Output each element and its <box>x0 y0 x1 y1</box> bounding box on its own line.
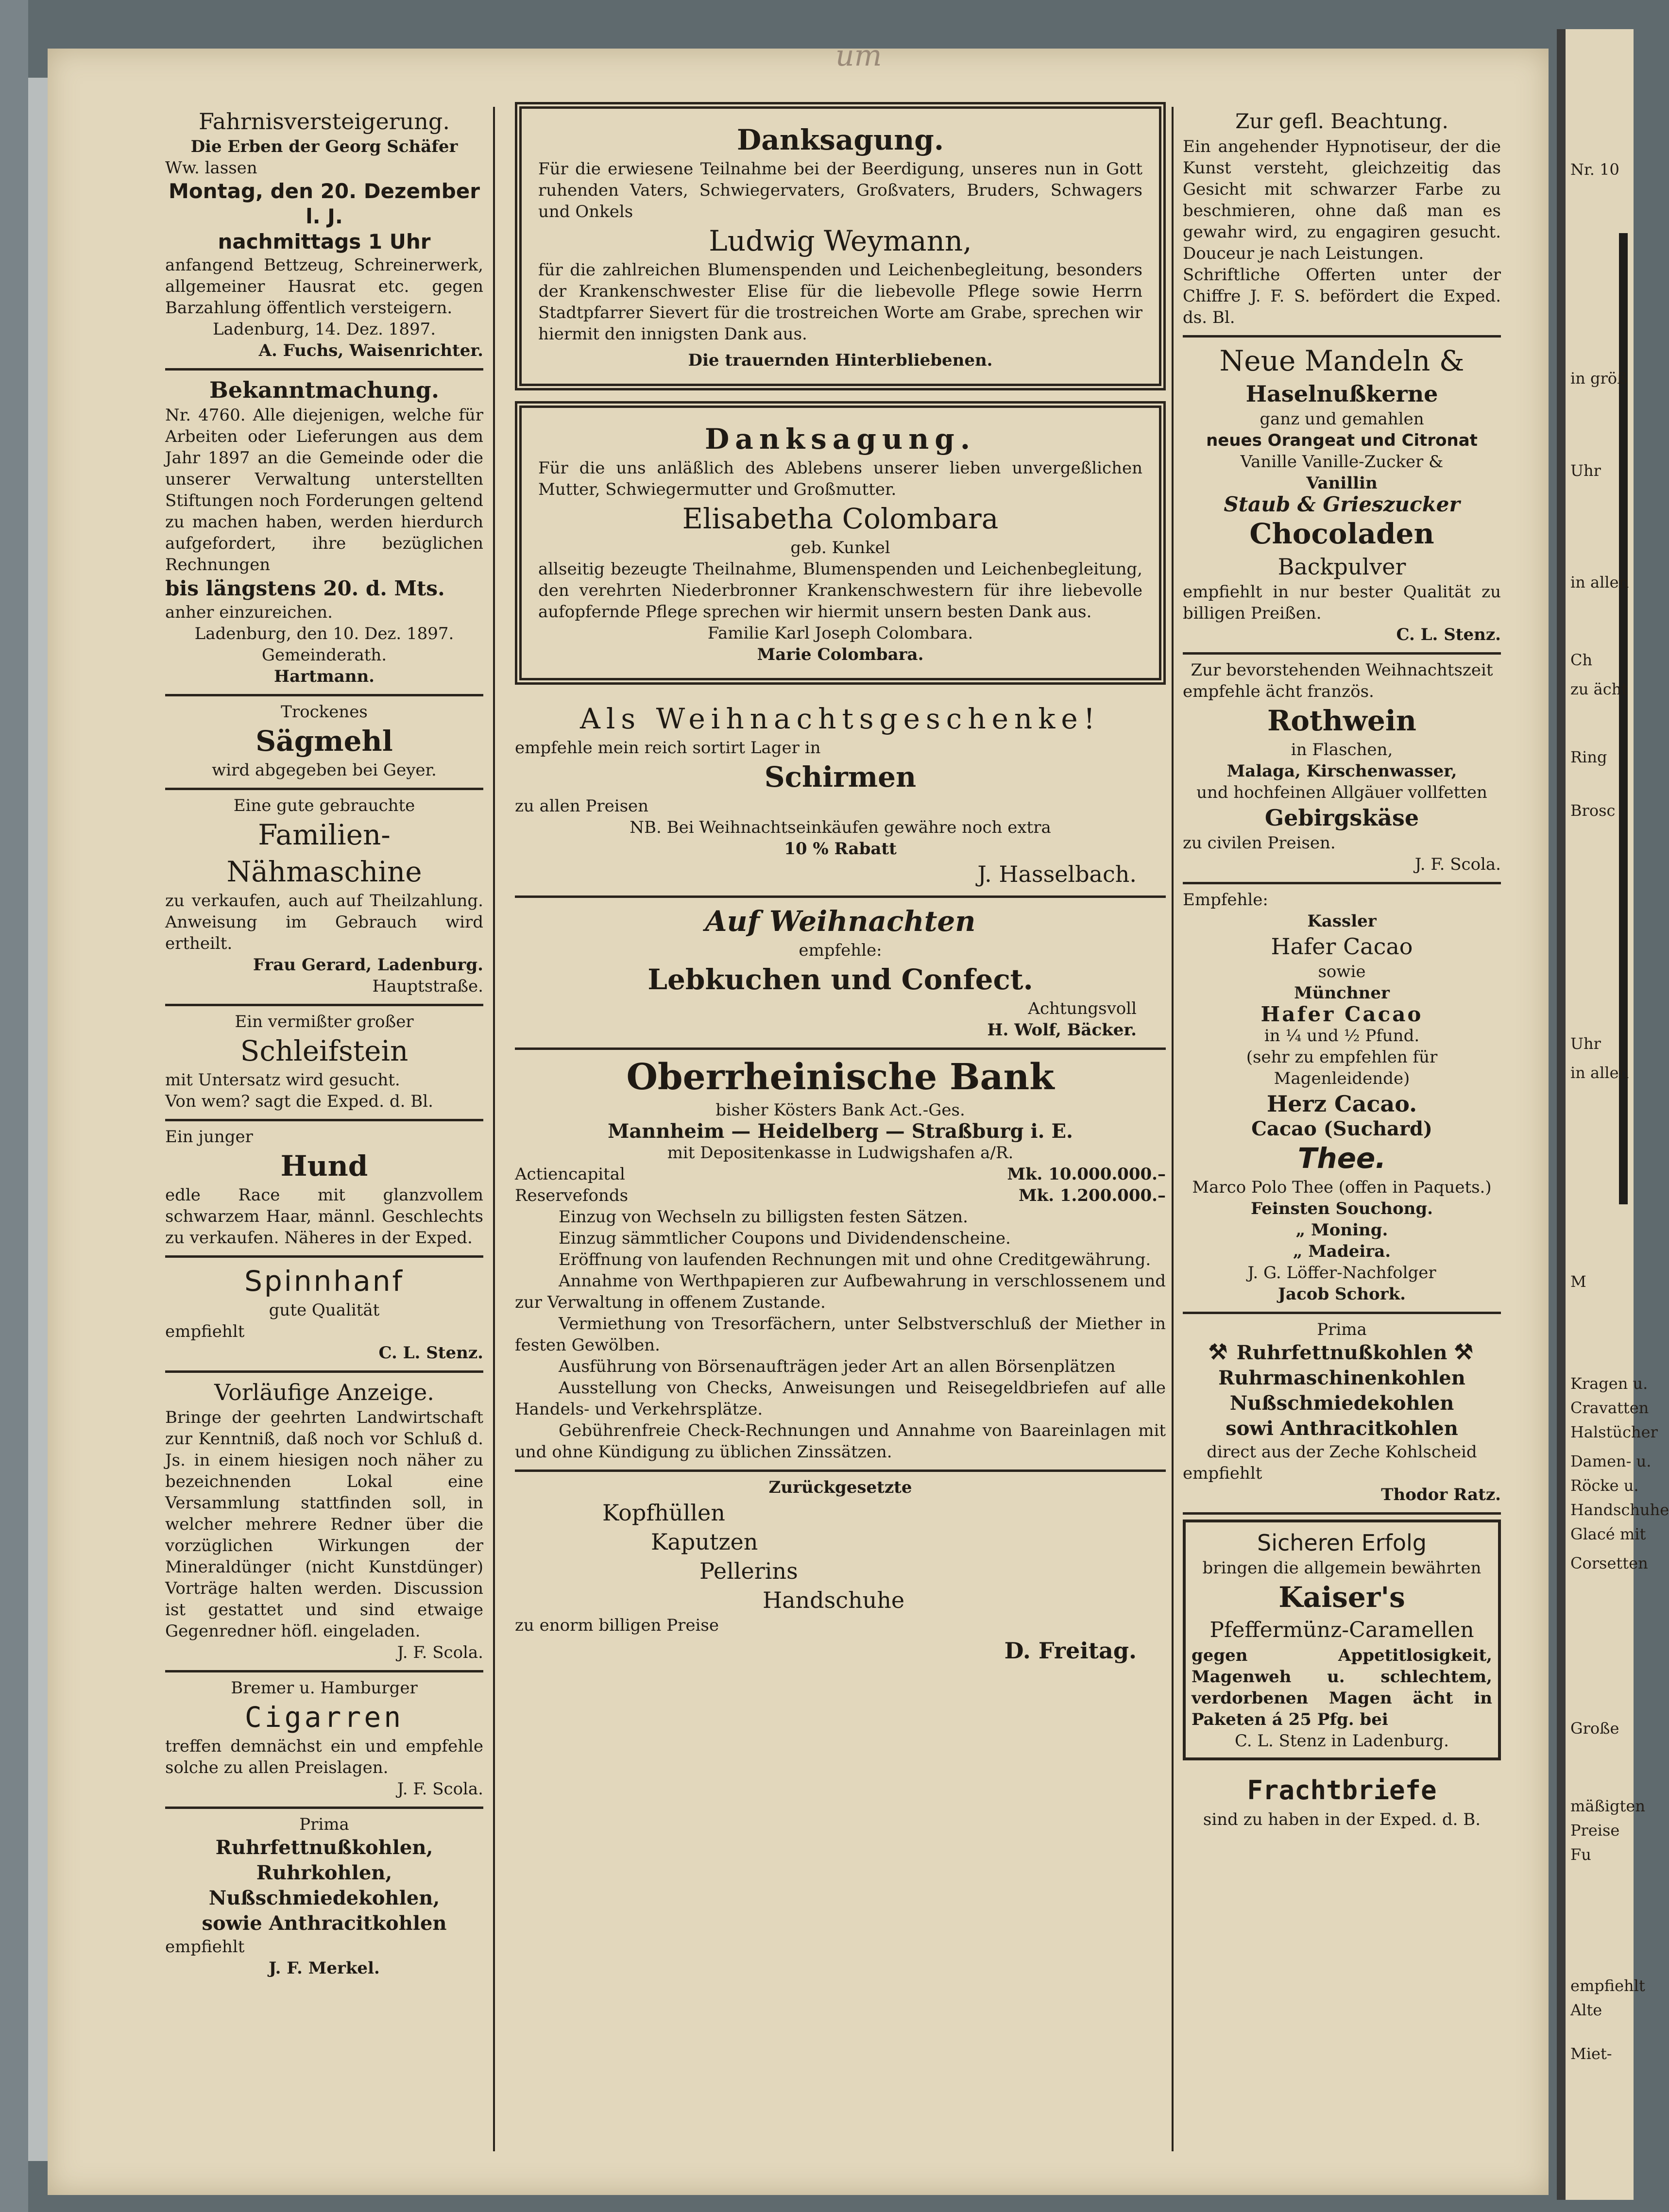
adjacent-page-fragment: M <box>1570 1272 1586 1291</box>
ad-signature: Jacob Schork. <box>1277 1284 1406 1304</box>
ad-reserve-row <box>515 1185 1166 1206</box>
ad-item: Ruhrfettnußkohlen, <box>215 1836 433 1859</box>
ad-item: Gebirgskäse <box>1264 805 1419 831</box>
ad-auf-weihnachten <box>515 898 1166 1050</box>
ad-line: sowie <box>1318 962 1366 981</box>
ad-title: Rothwein <box>1267 704 1416 737</box>
ad-title: Frachtbriefe <box>1247 1775 1437 1806</box>
ad-line: „ Moning. <box>1295 1220 1388 1240</box>
ad-item: Kopfhüllen <box>602 1500 725 1526</box>
adjacent-page-fragment: mäßigten <box>1570 1797 1645 1815</box>
ad-freitag <box>515 1472 1166 1672</box>
adjacent-page-fragment: Damen- u. <box>1570 1452 1652 1470</box>
ad-item: Nußschmiedekohlen, <box>208 1887 440 1909</box>
ad-address: Hauptstraße. <box>372 977 483 996</box>
ad-title: Sicheren Erfolg <box>1257 1530 1427 1556</box>
ad-line: Vanille Vanille-Zucker & <box>1240 452 1444 472</box>
ad-item: sowi Anthracitkohlen <box>1226 1417 1458 1440</box>
ad-item <box>1183 1340 1501 1366</box>
ad-line: J. G. Löffer-Nachfolger <box>1247 1263 1436 1283</box>
ad-body: edle Race mit glanzvollem schwarzem Haar, männl. Geschlechts zu verkaufen. Näheres in der Exped. <box>165 1185 483 1248</box>
ad-item: Handschuhe <box>763 1587 905 1613</box>
ad-body: Schriftliche Offerten unter der Chiffre J. F. S. befördert die Exped. ds. Bl. <box>1183 265 1501 327</box>
ad-signature: J. F. Scola. <box>397 1779 483 1799</box>
ad-title: Als Weihnachtsgeschenke! <box>579 702 1101 735</box>
ad-signature: H. Wolf, Bäcker. <box>987 1020 1137 1040</box>
ad-signature: J. F. Scola. <box>1414 855 1501 874</box>
ad-item: Cacao (Suchard) <box>1251 1117 1432 1140</box>
bank-service: Eröffnung von laufenden Rechnungen mit und ohne Creditgewährung. <box>559 1250 1151 1269</box>
ad-signature: A. Fuchs, Waisenrichter. <box>258 341 483 360</box>
ad-title: Vorläufige Anzeige. <box>214 1379 434 1405</box>
ad-spinnhanf <box>165 1258 483 1373</box>
adjacent-page-fragment: Röcke u. <box>1570 1476 1639 1495</box>
ad-product: Pfeffermünz-Caramellen <box>1209 1618 1474 1642</box>
ad-ruhrkohlen <box>1183 1314 1501 1515</box>
adjacent-page-fragment: in allen <box>1570 1064 1629 1082</box>
bank-service: Ausführung von Börsenaufträgen jeder Art an allen Börsenplätzen <box>559 1357 1116 1376</box>
ad-mandeln <box>1183 338 1501 655</box>
ad-line: Ein junger <box>165 1127 253 1147</box>
ad-item: Herz Cacao. <box>1266 1091 1417 1117</box>
ad-title: Cigarren <box>244 1701 404 1734</box>
ad-line: anher einzureichen. <box>165 603 333 622</box>
column-rule-1 <box>493 107 495 2151</box>
ad-saegmehl <box>165 696 483 790</box>
adjacent-page-fragment: Corsetten <box>1570 1554 1648 1572</box>
ad-body: für die zahlreichen Blumenspenden und Leichenbegleitung, besonders der Krankenschwester Elise für die liebevolle Pflege sowie Herrn Stadtpfarrer Sievert für die trostreichen Worte am Grabe, sprechen wir hiermit den innigsten Dank aus. <box>538 260 1142 344</box>
bank-service: Annahme von Werthpapieren zur Aufbewahrung in verschlossenem und zur Verwaltung in offenem Zustande. <box>515 1271 1166 1312</box>
ad-naehmaschine <box>165 790 483 1006</box>
ad-body: Nr. 4760. Alle diejenigen, welche für Arbeiten oder Lieferungen aus dem Jahr 1897 an die Gemeinde oder die unserer Verwaltung unterstellten Stiftungen noch Forderungen geltend zu machen haben, werden hierdurch aufgefordert, ihre bezüglichen Rechnungen <box>165 405 483 574</box>
hammer-icon <box>1454 1344 1475 1365</box>
column-left <box>165 102 483 1986</box>
adjacent-page-fragment: Uhr <box>1570 1034 1601 1053</box>
ad-line: zu enorm billigen Preise <box>515 1616 719 1635</box>
ad-signature: J. F. Scola. <box>397 1643 483 1662</box>
ad-item: Schirmen <box>764 760 917 794</box>
ad-signature: Marie Colombara. <box>757 645 924 664</box>
ad-line: Eine gute gebrauchte <box>233 796 415 815</box>
ad-signature: D. Freitag. <box>1004 1638 1137 1664</box>
ad-item: Hafer Cacao <box>1271 933 1413 960</box>
ad-item-text: Ruhrfettnußkohlen <box>1236 1341 1448 1364</box>
column-middle <box>515 102 1166 1672</box>
ad-title: Danksagung. <box>736 123 944 156</box>
adjacent-page-fragment: Nr. 10 <box>1570 160 1619 179</box>
ad-title: Sägmehl <box>255 725 393 758</box>
ad-title: Neue Mandeln & <box>1219 344 1465 377</box>
ad-line: mit Depositenkasse in Ludwigshafen a/R. <box>667 1143 1014 1163</box>
ad-item: Pellerins <box>699 1558 798 1584</box>
adjacent-page-fragment: Miet- <box>1570 2044 1612 2063</box>
ad-title: Fahrnisversteigerung. <box>199 108 450 135</box>
ad-body: anfangend Bettzeug, Schreinerwerk, allgemeiner Hausrat etc. gegen Barzahlung öffentlich versteigern. <box>165 255 483 318</box>
ad-cacao <box>1183 884 1501 1314</box>
ad-kaiser <box>1183 1520 1501 1760</box>
adjacent-page-fragment: in allen <box>1570 573 1629 591</box>
ad-line: Achtungsvoll <box>1028 999 1137 1018</box>
ad-fahrnis <box>165 102 483 371</box>
ad-line: NB. Bei Weihnachtseinkäufen gewähre noch extra <box>630 818 1051 837</box>
adjacent-page-fragment: Große <box>1570 1719 1619 1738</box>
reserve-value: Mk. 1.200.000.– <box>1019 1186 1166 1205</box>
ad-title: Nähmaschine <box>226 855 422 888</box>
ad-signature: J. F. Merkel. <box>269 1959 380 1978</box>
adjacent-page-fragment: zu ächt <box>1570 680 1628 698</box>
ad-line: Zur bevorstehenden Weihnachtszeit <box>1191 660 1493 680</box>
ad-line: mit Untersatz wird gesucht. <box>165 1070 400 1090</box>
ad-line: Vanillin <box>1306 473 1378 493</box>
ad-date: Montag, den 20. Dezember l. J. <box>168 179 480 228</box>
ad-signature: Die trauernden Hinterbliebenen. <box>688 351 993 370</box>
ad-item: Backpulver <box>1277 554 1406 580</box>
ad-signature: C. L. Stenz in Ladenburg. <box>1234 1731 1449 1751</box>
ad-body: Für die uns anläßlich des Ablebens unserer lieben unvergeßlichen Mutter, Schwiegermutter und Großmutter. <box>538 458 1142 499</box>
ad-place: Ladenburg, den 10. Dez. 1897. <box>194 624 454 643</box>
ad-item: Ruhrmaschinenkohlen <box>1218 1367 1465 1389</box>
ad-line: Münchner <box>1294 983 1390 1003</box>
adjacent-page-fragment: Fu <box>1570 1845 1591 1864</box>
ad-line: Die Erben der Georg Schäfer <box>190 137 458 156</box>
ad-line: empfehle mein reich sortirt Lager in <box>515 738 821 758</box>
ad-line: Kassler <box>1307 912 1377 931</box>
ad-item: Kaputzen <box>651 1529 758 1555</box>
ad-name: Ludwig Weymann, <box>709 224 972 257</box>
ad-line: Trockenes <box>281 702 368 722</box>
ad-title: Spinnhanf <box>244 1265 404 1298</box>
ad-line: Malaga, Kirschenwasser, <box>1226 761 1457 781</box>
ad-signature: Thodor Ratz. <box>1381 1485 1501 1504</box>
ad-brand: Kaiser's <box>1278 1581 1405 1614</box>
bank-service: Gebührenfreie Check-Rechnungen und Annahme von Baareinlagen mit und ohne Kündigung zu üblichen Zinssätzen. <box>515 1421 1166 1462</box>
ad-signature: J. Hasselbach. <box>977 861 1137 887</box>
ad-body: zu verkaufen, auch auf Theilzahlung. Anweisung im Gebrauch wird ertheilt. <box>165 891 483 953</box>
ad-body: Bringe der geehrten Landwirtschaft zur Kenntniß, daß noch vor Schluß d. Js. in einem hiesigen noch näher zu bezeichnenden Lokal eine Versammlung stattfinden soll, in welcher mehrere Redner über die vorzüglichen Wirkungen der Mineraldünger (nicht Kunstdünger) Vorträge halten werden. Discussion ist gestattet und sind etwaige Gegenredner höfl. eingeladen. <box>165 1408 483 1641</box>
ad-item: Thee. <box>1297 1142 1386 1175</box>
ad-body: empfiehlt in nur bester Qualität zu billigen Preißen. <box>1183 582 1501 623</box>
ad-line: gute Qualität <box>269 1300 380 1320</box>
ad-body: allseitig bezeugte Theilnahme, Blumenspenden und Leichenbegleitung, den verehrten Niederbronner Krankenschwestern für ihre liebevolle aufopfernde Pflege sprechen wir hiermit unsern besten Dank aus. <box>538 559 1142 622</box>
ad-line: (sehr zu empfehlen für Magenleidende) <box>1246 1047 1438 1088</box>
ad-line: neues Orangeat und Citronat <box>1206 431 1478 450</box>
ad-place: Ladenburg, 14. Dez. 1897. <box>212 320 436 339</box>
ad-line: bringen die allgemein bewährten <box>1202 1558 1482 1578</box>
ad-line: Von wem? sagt die Exped. d. Bl. <box>165 1092 433 1111</box>
ad-discount: 10 % Rabatt <box>784 839 897 859</box>
bank-service: Einzug sämmtlicher Coupons und Dividendenscheine. <box>559 1229 1011 1248</box>
ad-line: Ww. lassen <box>165 158 257 178</box>
ad-name: Elisabetha Colombara <box>682 502 999 535</box>
ad-hypnotiseur <box>1183 102 1501 338</box>
ad-body: treffen demnächst ein und empfehle solche zu allen Preislagen. <box>165 1737 483 1777</box>
ad-vorlaeufige-anzeige <box>165 1373 483 1672</box>
adjacent-page-fragment: Brosc <box>1570 801 1616 820</box>
ad-title: Oberrheinische Bank <box>626 1056 1055 1098</box>
adjacent-page-fragment: Uhr <box>1570 461 1601 480</box>
ad-signature: C. L. Stenz. <box>1396 625 1501 644</box>
ad-signature: Familie Karl Joseph Colombara. <box>707 624 973 643</box>
adjacent-page-fragment: Kragen u. <box>1570 1374 1648 1393</box>
ad-oberrheinische-bank <box>515 1050 1166 1472</box>
ad-line: Empfehle: <box>1183 890 1268 910</box>
ad-deadline: bis längstens 20. d. Mts. <box>165 576 445 600</box>
ad-line: sind zu haben in der Exped. d. B. <box>1203 1810 1481 1829</box>
ad-item: Hafer Cacao <box>1260 1002 1423 1026</box>
ad-rothwein <box>1183 655 1501 884</box>
ad-line: wird abgegeben bei Geyer. <box>212 760 437 780</box>
ad-line: zu civilen Preisen. <box>1183 833 1336 853</box>
ad-title: Haselnußkerne <box>1245 381 1438 407</box>
ad-line: Prima <box>299 1815 349 1834</box>
ad-capital-row <box>515 1164 1166 1185</box>
ad-line: Bremer u. Hamburger <box>231 1678 418 1698</box>
ad-line: Zurückgesetzte <box>768 1478 912 1497</box>
ad-signature: C. L. Stenz. <box>378 1343 483 1363</box>
adjacent-page-strip <box>1557 29 1669 2200</box>
ad-bekanntmachung <box>165 371 483 696</box>
ad-line: Prima <box>1317 1320 1367 1339</box>
ad-line: Ein vermißter großer <box>235 1012 414 1031</box>
ad-line: in ¼ und ½ Pfund. <box>1264 1026 1420 1046</box>
adjacent-page-fragment: Alte <box>1570 2001 1602 2019</box>
ad-title: Danksagung. <box>704 422 976 456</box>
adjacent-page-fragment: Ch <box>1570 651 1593 669</box>
ad-body: Für die erwiesene Teilnahme bei der Beerdigung, unseres nun in Gott ruhenden Vaters, Schwiegervaters, Großvaters, Bruders, Schwagers und Onkels <box>538 159 1142 221</box>
ad-item: Lebkuchen und Confect. <box>647 963 1033 996</box>
ad-danksagung-weymann <box>515 102 1166 390</box>
book-binding-inner <box>28 78 48 2161</box>
capital-label: Actiencapital <box>515 1165 625 1184</box>
adjacent-page-fragment: Preise <box>1570 1821 1620 1840</box>
adjacent-page-fragment: Halstücher <box>1570 1423 1658 1441</box>
adjacent-page-fragment: Glacé mit <box>1570 1525 1646 1543</box>
ad-line: und hochfeinen Allgäuer vollfetten <box>1196 783 1487 802</box>
ad-hund <box>165 1121 483 1258</box>
adjacent-page-fragment: Cravatten <box>1570 1399 1649 1417</box>
ad-frachtbriefe <box>1183 1767 1501 1837</box>
ad-title: Schleifstein <box>240 1034 409 1067</box>
ad-time: nachmittags 1 Uhr <box>218 230 431 253</box>
ad-title: Zur gefl. Beachtung. <box>1235 109 1448 133</box>
adjacent-page-fragment: empfiehlt <box>1570 1976 1645 1995</box>
ad-line: ganz und gemahlen <box>1260 409 1424 429</box>
ad-weihnachtsgeschenke <box>515 695 1166 898</box>
column-right <box>1183 102 1501 1837</box>
bank-service: Vermiethung von Tresorfächern, unter Selbstverschluß der Miether in festen Gewölben. <box>515 1314 1166 1355</box>
ad-kohlen-merkel <box>165 1809 483 1986</box>
ad-signature: Hartmann. <box>273 667 375 686</box>
ad-line: empfiehlt <box>1183 1464 1262 1483</box>
ad-line: bisher Kösters Bank Act.-Ges. <box>715 1100 965 1120</box>
book-binding <box>0 0 28 2212</box>
pen-mark: um <box>835 39 882 73</box>
reserve-label: Reservefonds <box>515 1186 629 1205</box>
ad-line: empfiehlt <box>165 1322 245 1341</box>
adjacent-page-fragment: in größ <box>1570 369 1628 388</box>
ad-danksagung-colombara <box>515 401 1166 685</box>
ad-line: „ Madeira. <box>1293 1242 1391 1261</box>
ad-line: Staub & Grieszucker <box>1224 492 1460 516</box>
adjacent-page-fragment: Handschuhe <box>1570 1501 1669 1519</box>
ad-line: empfehle ächt französ. <box>1183 682 1374 701</box>
ad-title: Auf Weihnachten <box>705 905 976 938</box>
ad-line: in Flaschen, <box>1291 740 1393 760</box>
ad-born: geb. Kunkel <box>790 538 890 557</box>
ad-item: sowie Anthracitkohlen <box>202 1912 447 1935</box>
ad-line: direct aus der Zeche Kohlscheid <box>1207 1442 1477 1462</box>
ad-org: Gemeinderath. <box>261 645 387 665</box>
hammer-icon <box>1209 1344 1230 1365</box>
bank-service: Einzug von Wechseln zu billigsten festen Sätzen. <box>559 1207 968 1227</box>
ad-line: empfiehlt <box>165 1937 245 1957</box>
ad-line: Feinsten Souchong. <box>1251 1199 1433 1218</box>
bank-service: Ausstellung von Checks, Anweisungen und Reisegeldbriefen auf alle Handels- und Verkehrsplätze. <box>515 1378 1166 1419</box>
ad-title: Familien- <box>258 818 391 851</box>
ad-line: empfehle: <box>799 941 882 960</box>
ad-title: Hund <box>280 1149 368 1182</box>
ad-body: Ein angehender Hypnotiseur, der die Kunst versteht, gleichzeitig das Gesicht mit schwarzer Farbe zu beschmieren, ohne daß man es gewahr wird, zu engagiren gesucht. Douceur je nach Leistungen. <box>1183 137 1501 263</box>
ad-item: Ruhrkohlen, <box>256 1861 392 1884</box>
capital-value: Mk. 10.000.000.– <box>1007 1165 1166 1184</box>
ad-item: Chocoladen <box>1249 517 1434 550</box>
ad-item: Nußschmiedekohlen <box>1229 1392 1454 1415</box>
ad-title: Bekanntmachung. <box>209 377 439 403</box>
ad-body: gegen Appetitlosigkeit, Magenweh u. schlechtem, verdorbenen Magen ächt in Paketen á 25 Pfg. bei <box>1192 1646 1492 1729</box>
ad-signature: Frau Gerard, Ladenburg. <box>253 955 483 975</box>
ad-line: Marco Polo Thee (offen in Paquets.) <box>1192 1178 1492 1197</box>
ad-cigarren <box>165 1672 483 1809</box>
ad-cities: Mannheim — Heidelberg — Straßburg i. E. <box>608 1120 1073 1143</box>
column-rule-2 <box>1172 107 1174 2151</box>
adjacent-page-fragment: Ring <box>1570 748 1607 766</box>
ad-schleifstein <box>165 1006 483 1121</box>
ad-line: zu allen Preisen <box>515 796 649 816</box>
